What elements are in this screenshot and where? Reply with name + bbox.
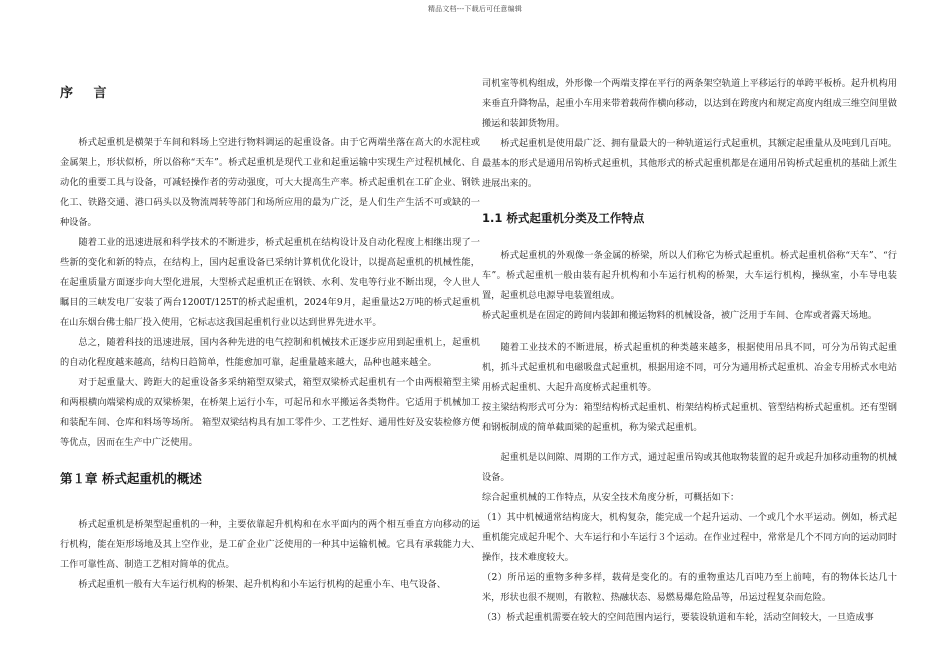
preface-paragraph: 对于起重量大、跨距大的起重设备多采纳箱型双梁式，箱型双梁桥式起重机有一个由两根箱型主梁和两根横向端梁构成的双梁桥架，在桥架上运行小车，可起吊和水平搬运各类物件。它适用于机械加工和装配车间、仓库和料场等场所。 箱型双梁结构具有加工零件少、工艺性好、通用性好及安装检修方便等优点，因而在生产中广泛使用。 xyxy=(60,377,480,448)
chapter-paragraph: 桥式起重机一般有大车运行机构的桥架、起升机构和小车运行机构的起重小车、电气设备、 xyxy=(78,579,446,590)
section-paragraph: 综合起重机械的工作特点，从安全技术角度分析，可概括如下： xyxy=(482,492,740,503)
preface-paragraph: 随着工业的迅速进展和科学技术的不断进步，桥式起重机在结构设计及自动化程度上相继出现了一些新的变化和新的特点，在结构上，国内起重设备已采纳计算机优化设计，以提高起重机的机械性能，在起重质量方面逐步向大型化进展，大型桥式起重机正在钢铁、水利、发电等行业不断出现，令人世人瞩目的三峡发电厂安装了两台1200T/125T的桥式起重机，2024年9月，起重量达2万吨的桥式起重机在山东烟台佛士船厂投入使用，它标志这我国起重机行业以达到世界先进水平。 xyxy=(60,237,480,328)
continued-paragraph: 司机室等机构组成，外形像一个两端支撑在平行的两条架空轨道上平移运行的单跨平板桥。起升机构用来垂直升降物品，起重小车用来带着载荷作横向移动，以达到在跨度内和规定高度内组成三维空间里做搬运和装卸货物用。 xyxy=(482,78,897,129)
preface-paragraph: 桥式起重机是横架于车间和料场上空进行物料调运的起重设备。由于它两端坐落在高大的水泥柱或金属架上，形状似桥，所以俗称“天车”。桥式起重机是现代工业和起重运输中实现生产过程机械化、自动化的重要工具与设备，可减轻操作者的劳动强度，可大大提高生产率。桥式起重机在工矿企业、钢铁化工、铁路交通、港口码头以及物流周转等部门和场所应用的最为广泛，是人们生产生活不可或缺的一种设备。 xyxy=(60,137,480,228)
section-paragraph: 随着工业技术的不断进展，桥式起重机的种类越来越多，根据使用吊具不同，可分为吊钩式起重机，抓斗式起重机和电磁吸盘式起重机，根据用途不同，可分为通用桥式起重机、冶金专用桥式水电站用桥式起重机、大起升高度桥式起重机等。 xyxy=(482,342,897,393)
right-column xyxy=(482,74,897,628)
chapter-title: 第１章 桥式起重机的概述 xyxy=(60,471,202,486)
section-paragraph: 起重机是以间隙、周期的工作方式，通过起重吊钩或其他取物装置的起升或起升加移动重物的机械设备。 xyxy=(482,452,897,483)
spacer xyxy=(482,438,897,448)
spacer xyxy=(482,326,897,338)
section-paragraph: 桥式起重机的外观像一条金属的桥梁，所以人们称它为桥式起重机。桥式起重机俗称“天车”、“行车”。桥式起重机一般由装有起升机构和小车运行机构的桥架，大车运行机构，操纵室，小车导电装置，起重机总电源导电装置组成。 xyxy=(482,250,897,301)
section-paragraph: 按主梁结构形式可分为：箱型结构桥式起重机、桁架结构桥式起重机、管型结构桥式起重机。还有型钢和钢板制成的简单截面梁的起重机，称为梁式起重机。 xyxy=(482,402,897,433)
section-paragraph: 桥式起重机是在固定的跨间内装卸和搬运物料的机械设备，被广泛用于车间、仓库或者露天场地。 xyxy=(482,310,878,321)
left-column xyxy=(60,68,480,595)
list-item: （2）所吊运的重物多种多样，载荷是变化的。有的重物重达几百吨乃至上前吨，有的物体长达几十米，形状也很不规则，有散粒、热融状态、易燃易爆危险品等，吊运过程复杂而危险。 xyxy=(482,572,897,603)
preface-title: 序 言 xyxy=(60,86,115,101)
body-paragraph: 桥式起重机是使用最广泛、拥有量最大的一种轨道运行式起重机，其额定起重量从及吨到几百吨。最基本的形式是通用吊钩桥式起重机，其他形式的桥式起重机都是在通用吊钩桥式起重机的基础上派生进展出来的。 xyxy=(482,138,897,189)
preface-paragraph: 总之，随着科技的迅速进展，国内各种先进的电气控制和机械技术正逐步应用到起重机上，起重机的自动化程度越来越高，结构日趋简单，性能愈加可靠，起重量越来越大，品种也越来越全。 xyxy=(60,337,480,368)
list-item: （3）桥式起重机需要在较大的空间范围内运行，要装设轨道和车轮，活动空间较大，一旦造成事 xyxy=(482,612,874,623)
section-title: 1.1 桥式起重机分类及工作特点 xyxy=(482,211,645,225)
page-header-note: 精品文档---下载后可任意编辑 xyxy=(427,5,523,13)
list-item: （1）其中机械通常结构庞大，机构复杂，能完成一个起升运动、一个或几个水平运动。例如，桥式起重机能完成起升呢个、大车运行和小车运行３个运动。在作业过程中，常常是几个不同方向的运动同时操作，技术难度较大。 xyxy=(482,512,897,563)
chapter-paragraph: 桥式起重机是桥架型起重机的一种，主要依靠起升机构和在水平面内的两个相互垂直方向移动的运行机构，能在矩形场地及其上空作业，是工矿企业广泛使用的一种其中运输机械。它具有承载能力大、工作可靠性高、制造工艺相对简单的优点。 xyxy=(60,519,480,570)
